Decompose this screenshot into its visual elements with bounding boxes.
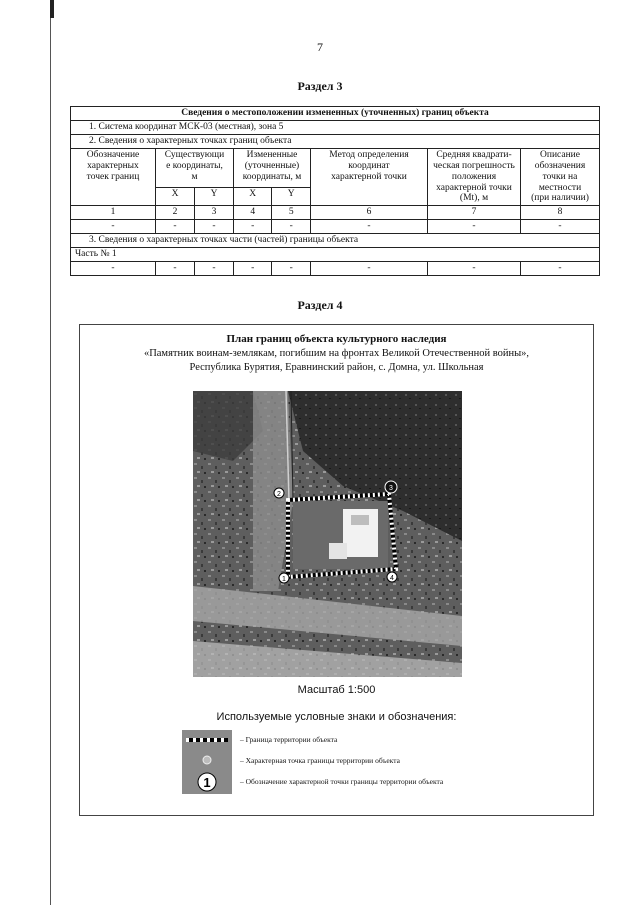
part-label-row: Часть № 1 xyxy=(71,248,600,262)
section-3-title: Раздел 3 xyxy=(297,79,343,93)
points-info-row: 2. Сведения о характерных точках границ объекта xyxy=(71,134,600,148)
table-cell: - xyxy=(311,220,428,234)
column-number: 1 xyxy=(71,206,156,220)
aerial-photo-map xyxy=(193,391,462,677)
svg-text:4: 4 xyxy=(390,575,394,582)
boundary-coordinates-table xyxy=(70,106,600,276)
table-header-row xyxy=(71,148,600,187)
boundary-point-4 xyxy=(387,572,397,582)
legend-item-point: – Характерная точка границы территории объекта xyxy=(240,756,400,765)
header-changed-coords: Измененные (уточненные) координаты, м xyxy=(234,148,311,187)
page-margin-line xyxy=(50,0,51,905)
point-number-symbol xyxy=(198,773,216,791)
table-cell: - xyxy=(521,262,600,276)
column-number: 3 xyxy=(195,206,234,220)
parts-info-row: 3. Сведения о характерных точках части (частей) границы объекта xyxy=(71,234,600,248)
svg-text:2: 2 xyxy=(277,491,281,498)
plan-subtitle: «Памятник воинам-землякам, погибшим на фронтах Великой Отечественной войны», xyxy=(143,348,530,359)
svg-text:1: 1 xyxy=(282,576,286,583)
table-cell: - xyxy=(521,220,600,234)
section-4-title: Раздел 4 xyxy=(297,298,343,312)
table-row xyxy=(71,220,600,234)
table-cell: - xyxy=(428,262,521,276)
header-x-changed: X xyxy=(234,187,272,206)
boundary-point-2 xyxy=(274,488,284,498)
table-cell: - xyxy=(234,220,272,234)
column-number: 2 xyxy=(156,206,195,220)
header-y-existing: Y xyxy=(195,187,234,206)
page-top-mark xyxy=(50,0,54,18)
table-title: Сведения о местоположении измененных (уточненных) границ объекта xyxy=(71,107,600,121)
header-existing-coords: Существующи е координаты, м xyxy=(156,148,234,187)
legend-symbols-panel xyxy=(182,730,232,794)
map-scale: Масштаб 1:500 xyxy=(297,684,376,696)
column-number: 7 xyxy=(428,206,521,220)
table-cell: - xyxy=(234,262,272,276)
header-mean-error: Средняя квадрати- ческая погрешность положения характерной точки (Mt), м xyxy=(428,148,521,206)
table-cell: - xyxy=(71,220,156,234)
coord-system-row: 1. Система координат МСК-03 (местная), зона 5 xyxy=(71,120,600,134)
plan-title: План границ объекта культурного наследия xyxy=(226,333,447,345)
boundary-point-3 xyxy=(385,481,397,493)
header-point-designation: Обозначение характерных точек границ xyxy=(71,148,156,206)
table-row xyxy=(71,262,600,276)
table-cell: - xyxy=(195,262,234,276)
column-number: 4 xyxy=(234,206,272,220)
column-number: 8 xyxy=(521,206,600,220)
table-column-numbers-row xyxy=(71,206,600,220)
page-number: 7 xyxy=(317,40,323,54)
table-cell: - xyxy=(156,262,195,276)
header-x-existing: X xyxy=(156,187,195,206)
table-cell: - xyxy=(428,220,521,234)
table-cell: - xyxy=(272,220,311,234)
plan-location: Республика Бурятия, Еравнинский район, с. Домна, ул. Школьная xyxy=(189,362,484,373)
table-cell: - xyxy=(71,262,156,276)
table-cell: - xyxy=(311,262,428,276)
boundary-plan-frame xyxy=(79,324,594,816)
svg-text:1: 1 xyxy=(203,775,211,790)
header-description: Описание обозначения точки на местности (при наличии) xyxy=(521,148,600,206)
column-number: 6 xyxy=(311,206,428,220)
header-y-changed: Y xyxy=(272,187,311,206)
svg-text:3: 3 xyxy=(389,485,393,492)
header-method: Метод определения координат характерной точки xyxy=(311,148,428,206)
column-number: 5 xyxy=(272,206,311,220)
table-cell: - xyxy=(156,220,195,234)
legend-item-boundary: – Граница территории объекта xyxy=(240,735,338,744)
characteristic-point-symbol xyxy=(203,756,211,764)
boundary-point-1 xyxy=(279,573,289,583)
legend-title: Используемые условные знаки и обозначения: xyxy=(216,711,457,723)
table-cell: - xyxy=(195,220,234,234)
legend-item-point-label: – Обозначение характерной точки границы территории объекта xyxy=(240,777,444,786)
table-cell: - xyxy=(272,262,311,276)
